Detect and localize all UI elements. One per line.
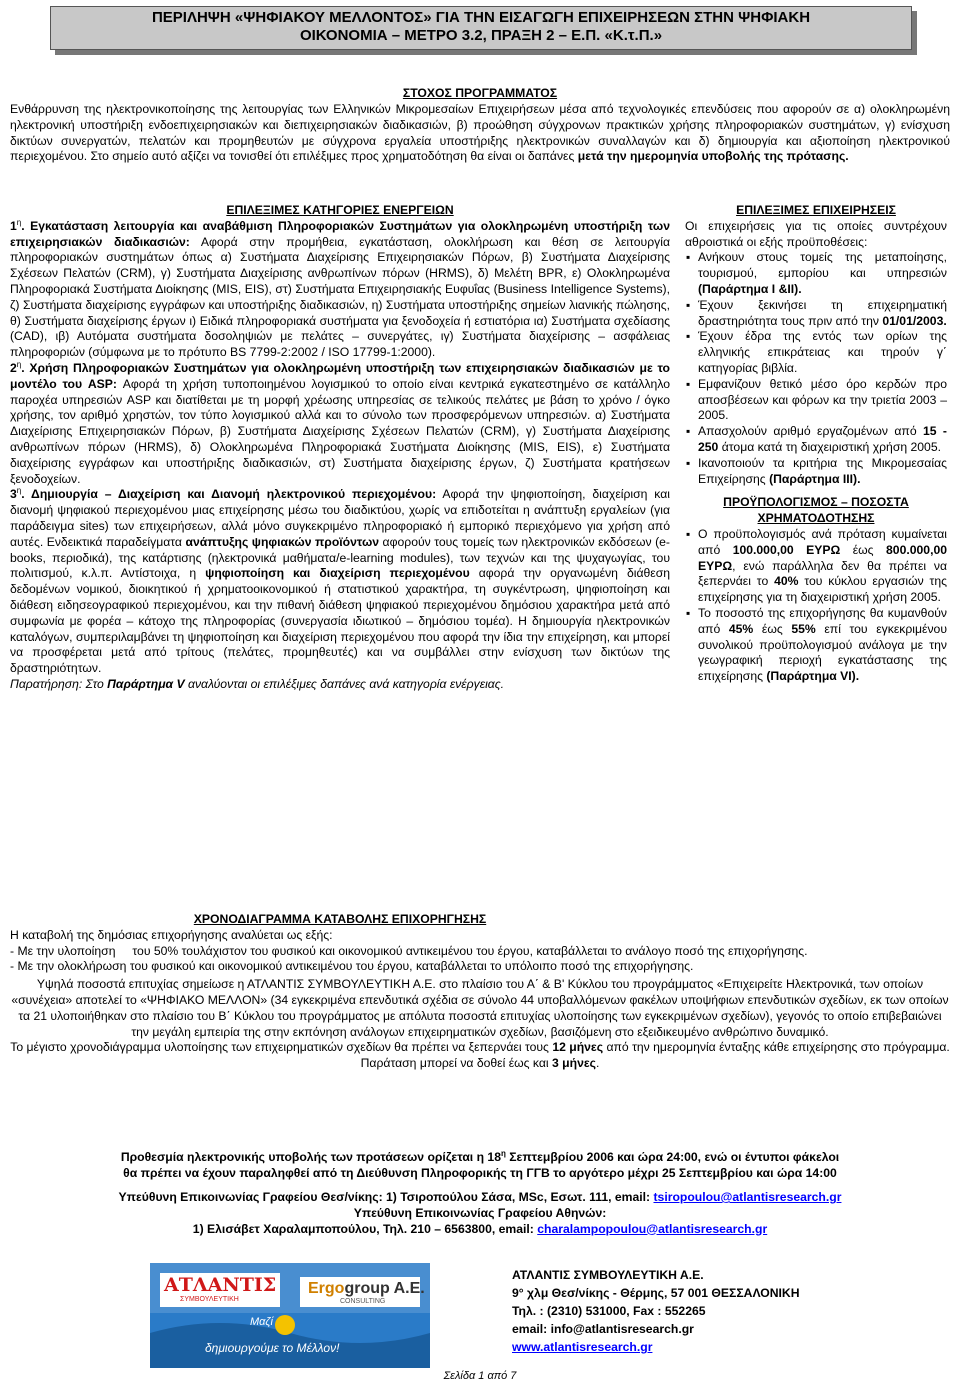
athens-text: 1) Ελισάβετ Χαραλαμποπούλου, Τηλ. 210 – 6563800, email: [192, 1221, 538, 1236]
max-a: Το μέγιστο χρονοδιάγραμμα υλοποίησης των επιχειρηματικών σχεδίων θα πρέπει να ξεπερνάει τους [10, 1040, 553, 1055]
page-number: Σελίδα 1 από 7 [443, 1370, 517, 1382]
note-prefix: Παρατήρηση: Στο [10, 676, 108, 691]
category-3 [10, 487, 670, 677]
category-1 [10, 219, 670, 361]
max-d: . [595, 1056, 600, 1071]
deadline-line-1 [10, 1150, 950, 1166]
c1-num: 1 [10, 218, 17, 233]
p1-a: Ο προϋπολογισμός ανά πρόταση κυμαίνεται από [698, 526, 947, 557]
page-title [50, 6, 912, 50]
company-email: email: info@atlantisresearch.gr [512, 1322, 694, 1336]
b5-range: 15 - 250 [698, 424, 947, 454]
contact-athens [10, 1222, 950, 1238]
c3-num: 3 [10, 487, 17, 502]
note-suffix: αναλύονται οι επιλέξιμες δαπάνες ανά κατηγορία ενέργειας. [184, 676, 505, 691]
c2-sup: η [16, 359, 22, 369]
categories-section [10, 203, 670, 693]
p2-annex: (Παράρτημα VI). [766, 669, 860, 684]
athens-heading: Υπεύθυνη Επικοινωνίας Γραφείου Αθηνών: [353, 1205, 607, 1220]
c3-text-c: αφορά την οργανωμένη διάθεση δεδομένων νομικού, διοικητικού ή χρηματοοικονομικού ή στατιστικού χαρακτήρα, τη συγκέντρωση, ψηφιοποίηση και διάθεση ειδησεογραφικού περιεχομένου, και την πιθανή διάθεση ψηφιακού περιεχομένου δημόσιου χαρακτήρα μετά από συμφωνία με φορέα – κάτοχο της πληροφορίας (συνεργασία ιδιωτικού – δημόσιου τομέα). Η δημιουργία ηλεκτρονικών καταλόγων, συμπεριλαμβάνει τη ψηφιοποίηση και διαχείριση περιεχομένου που αφορά την ίδια την επιχείρηση, και μπορεί να προσφέρεται μετά από τρίτους (πελάτες, προμηθευτές) και να συμβάλλει στην ενίσχυση των δικτύων της δραστηριότητων. [10, 566, 671, 676]
max-duration [10, 1040, 950, 1072]
b6-text: Ικανοποιούν τα κριτήρια της Μικρομεσαίας Επιχείρησης [698, 455, 947, 486]
c3-emphasis-1: ανάπτυξης ψηφιακών προϊόντων [185, 534, 380, 549]
c2-title: . Χρήση Πληροφοριακών Συστημάτων για ολοκληρωμένη υποστήριξη των επιχειρησιακών διαδικασιών με το μοντέλο του ASP: [10, 360, 670, 391]
c3-sup: η [16, 486, 22, 496]
logo-with: Μαζί [250, 1316, 273, 1328]
p2-min: 45% [728, 621, 754, 636]
b2-date: 01/01/2003. [882, 313, 947, 328]
title-line-1: ΠΕΡΙΛΗΨΗ «ΨΗΦΙΑΚΟΥ ΜΕΛΛΟΝΤΟΣ» ΓΙΑ ΤΗΝ ΕΙΣΑΓΩΓΗ ΕΠΙΧΕΙΡΗΣΕΩΝ ΣΤΗΝ ΨΗΦΙΑΚΗ [151, 9, 811, 26]
b1-annex: (Παράρτημα I &II). [698, 281, 802, 296]
schedule-heading: ΧΡΟΝΟΔΙΑΓΡΑΜΜΑ ΚΑΤΑΒΟΛΗΣ ΕΠΙΧΟΡΗΓΗΣΗΣ [193, 912, 487, 926]
schedule-intro: Η καταβολή της δημόσιας επιχορήγησης αναλύεται ως εξής: [10, 927, 333, 942]
budget-list [685, 527, 947, 685]
p2-d: επί του εγκεκριμένου συνολικού προϋπολογισμού ανάλογα με την γεωγραφική περιοχή εγκατάστασης της επιχείρησης [698, 621, 947, 684]
list-item [698, 250, 947, 297]
c3-emphasis-2: ψηφιοποίηση και διαχείριση περιεχομένου [205, 566, 470, 581]
list-item [698, 424, 947, 456]
b4-text: Εμφανίζουν θετικό μέσο όρο κερδών προ αποσβέσεων και φόρων κα την τριετία 2003 – 2005. [698, 376, 947, 423]
goal-emphasis: μετά την ημερομηνία υποβολής της πρότασης. [577, 149, 849, 164]
b6-annex: (Παράρτημα III). [769, 471, 861, 486]
thess-email-link[interactable]: tsiropoulou@atlantisresearch.gr [653, 1190, 842, 1204]
deadline-a: Προθεσμία ηλεκτρονικής υποβολής των προτάσεων ορίζεται η 18 [120, 1150, 501, 1164]
success-text: Υψηλά ποσοστά επιτυχίας σημείωσε η ΑΤΛΑΝΤΙΣ ΣΥΜΒΟΥΛΕΥΤΙΚΗ Α.Ε. στο πλαίσιο του Α΄ & Β' Κύκλου του προγράμματος «Επιχειρείτε Ηλεκτρονικά, των οποίων «συνέχεια» αποτελεί το «ΨΗΦΙΑΚΟ ΜΕΛΛΟΝ» (34 εγκεκριμένα επενδυτικά σχέδια σε σύνολο 44 υποβαλλόμενων φακέλων υποψήφιων επενδυτικών σχεδίων, εκ των οποίων τα 21 υλοποιήθηκαν στο πλαίσιο του Β΄ Κύκλου του προγράμματος με απόλυτα ποσοστά επιτυχίας υλοποίησης των εγκεκριμένων σχεδίων), γεγονός το οποίο επιβεβαιώνει την μεγάλη εμπειρία της στην εκπόνηση ανάλογων επιχειρηματικών σχεδίων, βασιζόμενη στο εξειδικευμένο ανθρώπινο δυναμικό. [11, 977, 949, 1039]
logo-partner-sub: CONSULTING [340, 1298, 386, 1305]
goal-text [10, 102, 950, 165]
list-item [698, 456, 947, 488]
c2-text: Αφορά τη χρήση τυποποιημένου λογισμικού το οποίο είναι κεντρικά εγκατεστημένο σε κατάλληλο παροχέα υπηρεσιών ASP και διατίθεται με τη μορφή χρέωσης υπηρεσίας σε τελικούς πελάτες με βάση το χρόνο / όγκο χρήσης, τον αριθμό χρηστών, τον τύπο λογισμικού αλλά και το σύνολο των προσφερόμενων υπηρεσιών. α) Συστήματα Διαχείρισης Επιχειρησιακών Πόρων, β) Συστήματα Διαχείρισης Σχέσεων Πελατών (CRM), γ) Συστήματα Διαχείρισης ανθρωπίνων πόρων (HRMS), δ) Ολοκληρωμένα Πληροφοριακά Συστήματα Διοίκησης (MIS, EIS), ε) Συστήματα διαχείρισης εγγράφων και υποστήριξης διαδικασιών, στ) Συστήματα διαχείρισης έργων, ζ) Συστήματα κρατήσεων ξενοδοχείων. [10, 376, 670, 486]
p1-max: 800.000,00 ΕΥΡΩ [698, 542, 948, 573]
list-item [698, 298, 947, 330]
c3-text-b: αφορούν τους τομείς των ηλεκτρονικών εκδόσεων (e-books, περιοδικά), της κατάρτισης (ηλεκτρονικά μαθήματα/e-learning modules), των τεχνών και της ψυχαγωγίας, του πολιτισμού, κ.λ.π. Αντίστοιχα, η [10, 534, 670, 581]
budget-heading: ΠΡΟΫΠΟΛΟΓΙΣΜΟΣ – ΠΟΣΟΣΤΑ ΧΡΗΜΑΤΟΔΟΤΗΣΗΣ [723, 495, 909, 526]
p1-e: του κύκλου εργασιών της επιχείρησης για τη διαχειριστική χρήση 2005. [698, 574, 947, 605]
logo-slogan: δημιουργούμε το Μέλλον! [205, 1341, 340, 1355]
schedule-section [10, 912, 950, 1072]
company-name: ΑΤΛΑΝΤΙΣ ΣΥΜΒΟΥΛΕΥΤΙΚΗ Α.Ε. [512, 1268, 704, 1282]
c1-text: Αφορά στην προμήθεια, εγκατάσταση, ολοκλήρωση και θέση σε λειτουργία πληροφοριακών συστημάτων όπως α) Συστήματα Διαχείρισης Επιχειρησιακών Πόρων, β) Συστήματα Διαχείρισης Σχέσεων Πελατών (CRM), γ) Συστήματα Διαχείρισης ανθρωπίνων πόρων (HRMS), δ) Μελέτη BPR, ε) Ολοκληρωμένα Πληροφοριακά Συστήματα Διοίκησης (MIS, EIS), στ) Συστήματα Επιχειρησιακής Ευφυΐας (Business Intelligence Systems), ζ) Συστήματα διαχείρισης εγγράφων και υποστήριξης διαδικασιών, η) Συστήματα υποστήριξης σημείων λιανικής πώλησης, θ) Συστήματα διαχείρισης έργων ι) Ειδικά πληροφοριακά συστήματα για ξενοδοχεία ή εστιατόρια ια) Συστήματα σχεδίασης (CAD), ιβ) Αυτόματα συστήματα δοσοληψιών με πελάτες – συνεργάτες, ιγ) Συστήματα διαχείρισης – ασφάλειας πληροφοριών (σύμφωνα με το πρότυπο BS 7799-2:2002 / ISO 17799-1:2000). [10, 234, 670, 360]
list-item [698, 606, 947, 685]
max-c: από την ημερομηνία ένταξης κάθε επιχείρησης στο πρόγραμμα. Παράταση μπορεί να δοθεί έως και [360, 1040, 950, 1071]
thess-text: Υπεύθυνη Επικοινωνίας Γραφείου Θεσ/νίκης: 1) Τσιροπούλου Σάσα, MSc, Εσωτ. 111, email: [118, 1190, 654, 1204]
p1-c: έως [840, 542, 887, 557]
c1-title: . Εγκατάσταση λειτουργία και αναβάθμιση Πληροφοριακών Συστημάτων για ολοκληρωμένη υποστήριξη των επιχειρησιακών διαδικασιών: [10, 218, 670, 249]
deadline-line-2: θα πρέπει να έχουν παραληφθεί από τη Διεύθυνση Πληροφορικής τη ΓΓΒ το αργότερο μέχρι 25 Σεπτεμβρίου και ώρα 14:00 [123, 1165, 837, 1180]
deadline-sup: η [500, 1148, 506, 1158]
goal-heading: ΣΤΟΧΟΣ ΠΡΟΓΡΑΜΜΑΤΟΣ [402, 86, 558, 100]
athens-email-link[interactable]: charalampopoulou@atlantisresearch.gr [537, 1221, 768, 1236]
logo-partner [308, 1280, 425, 1298]
businesses-list [685, 250, 947, 487]
p1-min: 100.000,00 ΕΥΡΩ [732, 542, 841, 557]
b5-text-a: Απασχολούν αριθμό εργαζομένων από [698, 424, 923, 439]
logo-partner-ergo: Ergo [308, 1280, 345, 1297]
max-extension: 3 μήνες [552, 1056, 596, 1071]
p2-c: έως [753, 621, 792, 636]
p2-a: Το ποσοστό της επιχορήγησης θα κυμανθούν από [698, 605, 947, 636]
logo-sub: ΣΥΜΒΟΥΛΕΥΤΙΚΗ [180, 1296, 239, 1303]
b3-text: Έχουν έδρα της εντός των ορίων της ελληνικής επικράτειας και τηρούν γ΄ κατηγορίας βιβλία. [698, 329, 947, 375]
title-line-2: ΟΙΚΟΝΟΜΙΑ – ΜΕΤΡΟ 3.2, ΠΡΑΞΗ 2 – Ε.Π. «Κ.τ.Π.» [299, 27, 663, 44]
b5-text-b: άτομα κατά τη διαχειριστική χρήση 2005. [718, 439, 942, 454]
contact-thess [10, 1190, 950, 1206]
company-logo [150, 1263, 430, 1368]
schedule-item-1: - Με την υλοποίηση του 50% τουλάχιστον του φυσικού και οικονομικού αντικειμένου του έργου, καταβάλλεται το ανάλογο ποσό της επιχορήγησης. [10, 943, 808, 958]
businesses-intro: Οι επιχειρήσεις για τις οποίες συντρέχουν αθροιστικά οι εξής προϋποθέσεις: [685, 218, 947, 249]
logo-partner-group: group A.E. [344, 1280, 425, 1297]
c3-title: . Δημιουργία – Διαχείριση και Διανομή ηλεκτρονικού περιεχομένου: [21, 487, 437, 502]
category-2 [10, 361, 670, 487]
businesses-heading: ΕΠΙΛΕΞΙΜΕΣ ΕΠΙΧΕΙΡΗΣΕΙΣ [736, 203, 896, 217]
businesses-section [685, 203, 947, 685]
company-info [512, 1266, 932, 1356]
note-annex: Παράρτημα V [107, 676, 185, 691]
p2-max: 55% [791, 621, 816, 636]
deadline [10, 1150, 950, 1182]
company-web-link[interactable]: www.atlantisresearch.gr [512, 1340, 653, 1354]
list-item [698, 329, 947, 376]
categories-note [10, 677, 670, 693]
schedule-item-2: - Με την ολοκλήρωση του φυσικού και οικονομικού αντικειμένου του έργου, καταβάλλεται το υπόλοιπο ποσό της επιχορήγησης. [10, 959, 694, 974]
b1-text: Ανήκουν στους τομείς της μεταποίησης, τουρισμού, εμπορίου και υπηρεσιών [698, 250, 947, 281]
goal-body: Ενθάρρυνση της ηλεκτρονικοποίησης της λειτουργίας των Ελληνικών Μικρομεσαίων Επιχειρήσεων μέσα από τεχνολογικές επενδύσεις που αφορούν σε α) ολοκληρωμένη ηλεκτρονική υποστήριξη ενδοεπιχειρησιακών και διεπιχειρησιακών διαδικασιών, β) προώθηση σύγχρονων πρακτικών χρήσης πληροφοριακών συστημάτων, γ) ενίσχυση δικτύων συνεργατών, πελατών και προμηθευτών με σύγχρονα εργαλεία υποστήριξης ηλεκτρονικών συναλλαγών και δ) δημιουργία και αξιοποίηση ηλεκτρονικού περιεχομένου. Στο σημείο αυτό αξίζει να τονισθεί ότι επιλέξιμες προς χρηματοδότηση θα είναι οι δαπάνες [10, 102, 950, 164]
categories-heading: ΕΠΙΛΕΞΙΜΕΣ ΚΑΤΗΓΟΡΙΕΣ ΕΝΕΡΓΕΙΩΝ [226, 203, 454, 217]
p1-d: , ενώ παράλληλα δεν θα πρέπει να ξεπερνάει το [698, 558, 947, 589]
max-months: 12 μήνες [552, 1040, 604, 1055]
company-address: 9° χλμ Θεσ/νίκης - Θέρμης, 57 001 ΘΕΣΣΑΛΟΝΙΚΗ [512, 1286, 800, 1300]
c2-num: 2 [10, 360, 17, 375]
c3-text-a: Αφορά την ψηφιοποίηση, διαχείριση και διανομή ψηφιακού περιεχομένου μιας επιχείρησης μέσω του διαδικτύου, χωρίς να επιδοτείται η ανάπτυξη εργαλείων (για παράδειγμα sites) των επιχειρήσεων, αλλά μόνο συγκεκριμένο πληροφοριακό ή εμπορικό περιεχόμενο για χρήση από αυτές. Ενδεικτικά παραδείγματα [10, 487, 670, 549]
c1-sup: η [16, 217, 22, 227]
contacts [10, 1190, 950, 1237]
b2-text: Έχουν ξεκινήσει τη επιχειρηματική δραστηριότητα τους πριν από την [698, 297, 947, 328]
p1-pct: 40% [774, 574, 799, 589]
company-phone: Τηλ. : (2310) 531000, Fax : 552265 [512, 1304, 706, 1318]
list-item [698, 377, 947, 424]
list-item [698, 527, 947, 606]
deadline-b: Σεπτεμβρίου 2006 και ώρα 24:00, ενώ οι έντυποι φάκελοι [505, 1150, 840, 1164]
logo-brand: ΑΤΛΑΝΤΙΣ [164, 1274, 277, 1296]
